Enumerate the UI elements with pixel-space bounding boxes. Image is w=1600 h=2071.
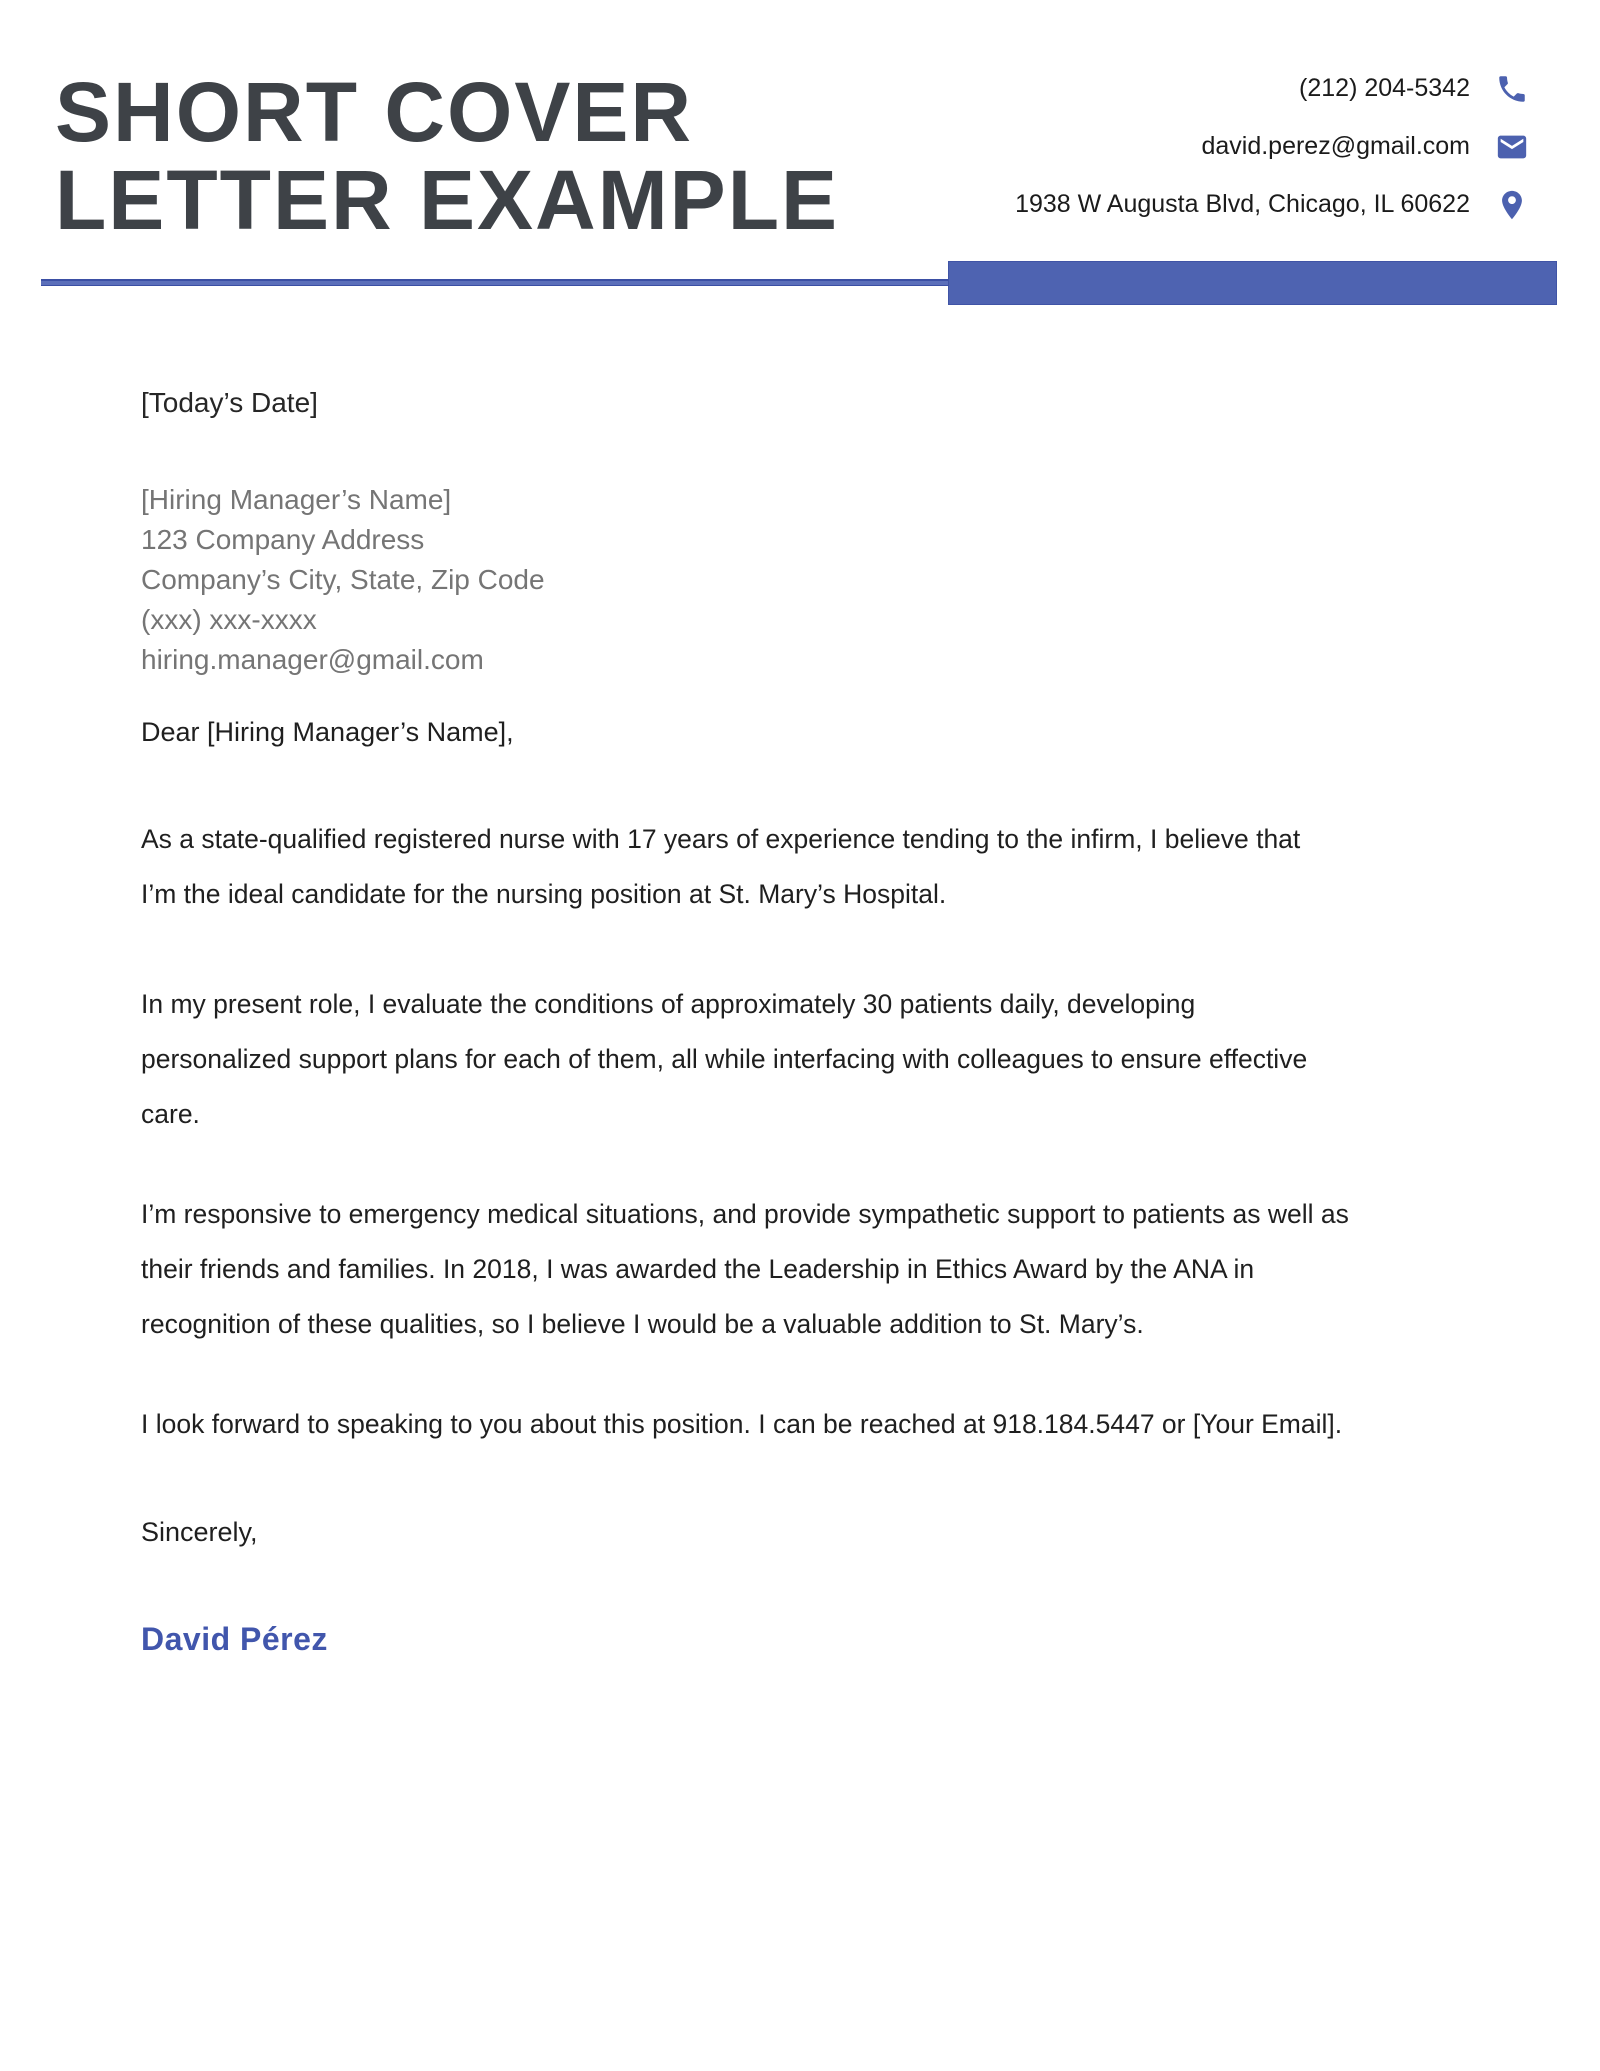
paragraph-3 (141, 1187, 1501, 1352)
contact-info (1015, 70, 1530, 223)
location-pin-icon (1494, 187, 1530, 223)
paragraph-line: I’m the ideal candidate for the nursing position at St. Mary’s Hospital. (141, 879, 947, 909)
title-line-2: LETTER EXAMPLE (55, 153, 840, 247)
salutation: Dear [Hiring Manager’s Name], (141, 717, 514, 747)
paragraph-line: I’m responsive to emergency medical situations, and provide sympathetic support to patients as well as (141, 1199, 1349, 1229)
paragraph-1 (141, 812, 1501, 922)
contact-row-address (1015, 186, 1530, 223)
envelope-icon (1494, 129, 1530, 165)
phone-number: (212) 204-5342 (1299, 74, 1470, 102)
paragraph-line: I look forward to speaking to you about this position. I can be reached at 918.184.5447 or [Your Email]. (141, 1409, 1343, 1439)
paragraph-line: As a state-qualified registered nurse with 17 years of experience tending to the infirm, I believe that (141, 824, 1301, 854)
divider-thin-line (41, 279, 948, 286)
closing: Sincerely, (141, 1517, 258, 1547)
page-title (55, 65, 840, 247)
contact-row-phone (1299, 70, 1530, 107)
title-line-1: SHORT COVER (55, 65, 694, 159)
paragraph-4 (141, 1397, 1501, 1452)
contact-row-email (1201, 128, 1530, 165)
paragraph-line: their friends and families. In 2018, I was awarded the Leadership in Ethics Award by the ANA in (141, 1254, 1255, 1284)
street-address: 1938 W Augusta Blvd, Chicago, IL 60622 (1015, 190, 1470, 218)
email-address: david.perez@gmail.com (1201, 132, 1470, 160)
recipient-name: [Hiring Manager’s Name] (141, 484, 452, 515)
phone-icon (1494, 71, 1530, 107)
recipient-email: hiring.manager@gmail.com (141, 644, 484, 675)
divider-thick-bar (948, 261, 1557, 305)
paragraph-2 (141, 977, 1501, 1142)
recipient-block (141, 480, 1501, 680)
paragraph-line: In my present role, I evaluate the conditions of approximately 30 patients daily, developing (141, 989, 1196, 1019)
recipient-phone: (xxx) xxx-xxxx (141, 604, 317, 635)
recipient-city-line: Company’s City, State, Zip Code (141, 564, 545, 595)
paragraph-line: care. (141, 1099, 200, 1129)
date-placeholder: [Today’s Date] (141, 387, 318, 418)
paragraph-line: recognition of these qualities, so I believe I would be a valuable addition to St. Mary’s. (141, 1309, 1144, 1339)
recipient-address-line: 123 Company Address (141, 524, 425, 555)
signature-name: David Pérez (141, 1621, 328, 1657)
paragraph-line: personalized support plans for each of them, all while interfacing with colleagues to ensure effective (141, 1044, 1308, 1074)
